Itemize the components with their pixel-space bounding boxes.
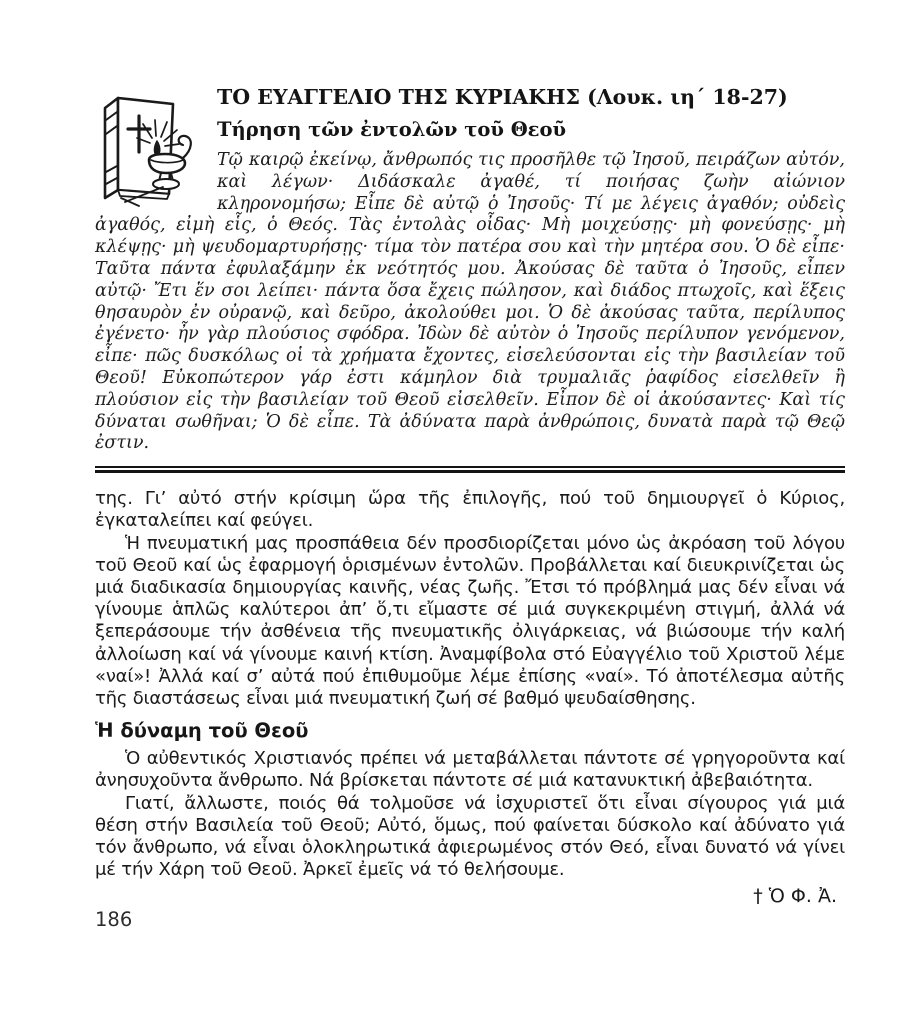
commentary-section — [95, 488, 845, 907]
page-number: 186 — [95, 908, 133, 931]
section-heading: Ἡ δύναμη τοῦ Θεοῦ — [95, 719, 309, 743]
commentary-paragraph: Ἡ πνευματική μας προσπάθεια δέν προσδιορίζεται μόνο ὡς ἀκρόαση τοῦ λόγου τοῦ Θεοῦ καί ὡς ἐφαρμογή ὁρισμένων ἐντολῶν. Προβάλλεται καί διευκρινίζεται ὡς μιά διαδικασία δημιουργίας καινῆς, νέας ζωῆς. Ἔτσι τό πρόβλημά μας δέν εἶναι νά γίνουμε ἁπλῶς καλύτεροι ἀπ’ ὅ,τι εἴμαστε σέ μιά συγκεκριμένη στιγμή, ἀλλά νά ξεπεράσουμε τήν ἀσθένεια τῆς πνευματικῆς ὀλιγάρκειας, νά βιώσουμε τήν καλή ἀλλοίωση καί νά γίνουμε καινή κτίση. Ἀναμφίβολα στό Εὐαγγέλιο τοῦ Χριστοῦ λέμε «ναί»! Ἀλλά καί σ’ αὐτά πού ἐπιθυμοῦμε λέμε ἐπίσης «ναί». Τό ἀποτέλεσμα αὐτῆς τῆς διαστάσεως εἶναι μιά πνευματική ζωή σέ βαθμό ψευδαίσθησης. — [95, 532, 845, 709]
page-title: ΤΟ ΕΥΑΓΓΕΛΙΟ ΤΗΣ ΚΥΡΙΑΚΗΣ (Λουκ. ιη΄ 18-27) — [217, 85, 788, 109]
gospel-book-and-vigil-lamp-icon — [95, 86, 201, 210]
page-subtitle: Τήρηση τῶν ἐντολῶν τοῦ Θεοῦ — [217, 118, 567, 141]
commentary-paragraph: Γιατί, ἄλλωστε, ποιός θά τολμοῦσε νά ἰσχυριστεῖ ὅτι εἶναι σίγουρος γιά μιά θέση στήν Βασιλεία τοῦ Θεοῦ; Αὐτό, ὅμως, πού φαίνεται δύσκολο καί ἀδύνατο γιά τόν ἄνθρωπο, νά εἶναι ὁλοκληρωτικά ἀφιερωμένος στόν Θεό, εἶναι δυνατό νά γίνει μέ τήν Χάρη τοῦ Θεοῦ. Ἀρκεῖ ἐμεῖς νά τό θελήσουμε. — [95, 792, 845, 881]
section-divider — [95, 466, 845, 473]
author-signature: † Ὁ Φ. Ἀ. — [753, 885, 837, 908]
gospel-passage: Τῷ καιρῷ ἐκείνῳ, ἄνθρωπός τις προσῆλθε τῷ Ἰησοῦ, πειράζων αὐτόν, καὶ λέγων· Διδάσκαλε ἀγαθέ, τί ποιήσας ζωὴν αἰώνιον κληρονομήσω; Εἶπε δὲ αὐτῷ ὁ Ἰησοῦς· Τί με λέγεις ἀγαθόν; οὐδεὶς ἀγαθός, εἰμὴ εἷς, ὁ Θεός. Τὰς ἐντολὰς οἶδας· Μὴ μοιχεύσῃς· μὴ φονεύσῃς· μὴ κλέψῃς· μὴ ψευδομαρτυρήσῃς· τίμα τὸν πατέρα σου καὶ τὴν μητέρα σου. Ὁ δὲ εἶπε· Ταῦτα πάντα ἐφυλαξάμην ἐκ νεότητός μου. Ἀκούσας δὲ ταῦτα ὁ Ἰησοῦς, εἶπεν αὐτῷ· Ἔτι ἕν σοι λείπει· πάντα ὅσα ἔχεις πώλησον, καὶ διάδος πτωχοῖς, καὶ ἕξεις θησαυρὸν ἐν οὐρανῷ, καὶ δεῦρο, ἀκολούθει μοι. Ὁ δὲ ἀκούσας ταῦτα, περίλυπος ἐγένετο· ἦν γὰρ πλούσιος σφόδρα. Ἰδὼν δὲ αὐτὸν ὁ Ἰησοῦς περίλυπον γενόμενον, εἶπε· πῶς δυσκόλως οἱ τὰ χρήματα ἔχοντες, εἰσελεύσονται εἰς τὴν βασιλείαν τοῦ Θεοῦ! Εὐκοπώτερον γάρ ἐστι κάμηλον διὰ τρυμαλιᾶς ῥαφίδος εἰσελθεῖν ἢ πλούσιον εἰς τὴν βασιλείαν τοῦ Θεοῦ εἰσελθεῖν. Εἶπον δὲ οἱ ἀκούσαντες· Καὶ τίς δύναται σωθῆναι; Ὁ δὲ εἶπε. Τὰ ἀδύνατα παρὰ ἀνθρώποις, δυνατὰ παρὰ τῷ Θεῷ ἐστιν. — [95, 150, 845, 454]
commentary-paragraph: της. Γι’ αὐτό στήν κρίσιμη ὥρα τῆς ἐπιλογῆς, πού τοῦ δημιουργεῖ ὁ Κύριος, ἐγκαταλείπει καί φεύγει. — [95, 488, 845, 532]
commentary-paragraph: Ὁ αὐθεντικός Χριστιανός πρέπει νά μεταβάλλεται πάντοτε σέ γρηγοροῦντα καί ἀνησυχοῦντα ἄνθρωπο. Νά βρίσκεται πάντοτε σέ μιά κατανυκτική ἀβεβαιότητα. — [95, 748, 845, 792]
page-content — [95, 84, 845, 907]
